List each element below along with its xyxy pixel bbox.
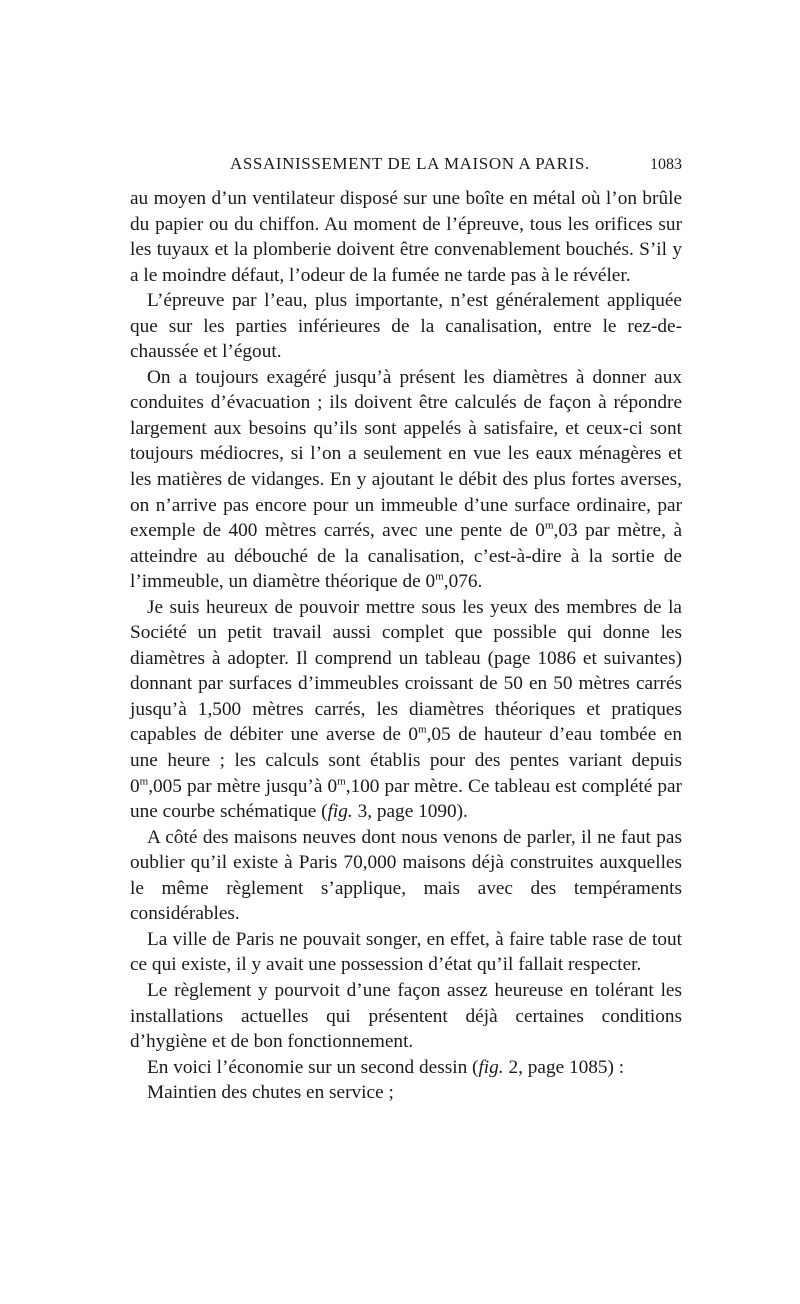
body-text (130, 186, 682, 1106)
figure-reference: fig. (478, 1056, 504, 1078)
paragraph-8-part-a: En voici l’économie sur un second dessin ( (147, 1056, 479, 1078)
paragraph-4 (130, 595, 682, 825)
paragraph-1: au moyen d’un ventilateur disposé sur une boîte en métal où l’on brûle du papier ou du chiffon. Au moment de l’épreuve, tous les orifices sur les tuyaux et la plomberie doivent être convenablement bouchés. S’il y a le moindre défaut, l’odeur de la fumée ne tarde pas à le révéler. (130, 188, 682, 286)
unit-superscript: m (418, 724, 427, 737)
unit-superscript: m (139, 775, 149, 788)
running-title: ASSAINISSEMENT DE LA MAISON A PARIS. (230, 154, 590, 173)
paragraph-4-part-d: ,100 par mètre. Ce tableau est complété par une courbe schématique ( (130, 775, 683, 823)
paragraph-4-part-b: ,05 de hauteur d’eau tombée en une heure ; les calculs sont établis pour des pentes variant depuis 0 (130, 724, 682, 797)
unit-superscript: m (337, 775, 346, 788)
paragraph-3-part-a: On a toujours exagéré jusqu’à présent les diamètres à donner aux conduites d’évacuation ; ils doivent être calculés de façon à répondre largement aux besoins qu’ils sont appelés à satisfaire, et ceux-ci sont toujours médiocres, si l’on a seulement en vue les eaux ménagères et les matières de vidanges. En y ajoutant le débit des plus fortes averses, on n’arrive pas encore pour un immeuble d’une surface ordinaire, par exemple de 400 mètres carrés, avec une pente de 0 (130, 366, 682, 542)
paragraph-7: Le règlement y pourvoit d’une façon assez heureuse en tolérant les installations actuelles qui présentent déjà certaines conditions d’hygiène et de bon fonctionnement. (130, 979, 682, 1053)
paragraph-3-part-c: ,076. (443, 571, 483, 593)
figure-reference: fig. (327, 801, 353, 823)
paragraph-5: A côté des maisons neuves dont nous venons de parler, il ne faut pas oublier qu’il existe à Paris 70,000 maisons déjà construites auxquelles le même règlement s’applique, mais avec des tempéraments considérables. (130, 826, 682, 925)
paragraph-3 (130, 365, 682, 595)
paragraph-4-part-c: ,005 par mètre jusqu’à 0 (148, 775, 338, 797)
unit-superscript: m (435, 570, 444, 583)
page-header (130, 148, 682, 178)
page-number: 1083 (650, 156, 682, 173)
paragraph-6: La ville de Paris ne pouvait songer, en effet, à faire table rase de tout ce qui existe, il y avait une possession d’état qu’il fallait respecter. (130, 928, 682, 976)
paragraph-9: Maintien des chutes en service ; (147, 1082, 394, 1104)
unit-superscript: m (544, 519, 554, 532)
paragraph-2: L’épreuve par l’eau, plus importante, n’est généralement appliquée que sur les parties inférieures de la canalisation, entre le rez-de-chaussée et l’égout. (130, 290, 682, 363)
paragraph-8 (130, 1055, 682, 1081)
paragraph-4-part-a: Je suis heureux de pouvoir mettre sous les yeux des membres de la Société un petit travail aussi complet que possible qui donne les diamètres à adopter. Il comprend un tableau (page 1086 et suivantes) donnant par surfaces d’immeubles croissant de 50 en 50 mètres carrés jusqu’à 1,500 mètres carrés, les diamètres théoriques et pratiques capables de débiter une averse de 0 (130, 596, 682, 746)
paragraph-4-part-e: 3, page 1090). (352, 801, 468, 823)
paragraph-8-part-b: 2, page 1085) : (503, 1056, 625, 1078)
paragraph-3-part-b: ,03 par mètre, à atteindre au débouché de la canalisation, c’est-à-dire à la sortie de l’immeuble, un diamètre théorique de 0 (130, 520, 682, 593)
